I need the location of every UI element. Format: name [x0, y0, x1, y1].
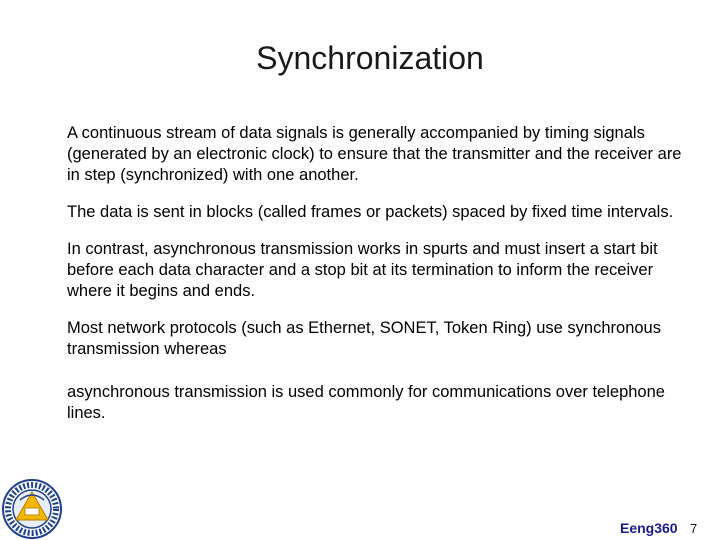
- footer-course-label: Eeng360: [620, 520, 678, 536]
- paragraph-synchronous-definition: A continuous stream of data signals is generally accompanied by timing signals (generated by an electronic clock) to ensure that the transmitter and the receiver are in step (synchronized) with one another.: [67, 124, 682, 184]
- paragraph-asynchronous-contrast: In contrast, asynchronous transmission works in spurts and must insert a start bit before each data character and a stop bit at its termination to inform the receiver where it begins and ends.: [67, 240, 658, 300]
- slide-body: [67, 123, 692, 440]
- paragraph-telephone-lines: asynchronous transmission is used commonly for communications over telephone lines.: [67, 383, 665, 422]
- slide-title: Synchronization: [256, 40, 484, 76]
- paragraph-network-protocols: Most network protocols (such as Ethernet, SONET, Token Ring) use synchronous transmission whereas: [67, 319, 661, 358]
- page-number: 7: [690, 521, 698, 536]
- university-seal-icon: [0, 478, 64, 540]
- paragraph-blocks: The data is sent in blocks (called frames or packets) spaced by fixed time intervals.: [67, 203, 674, 221]
